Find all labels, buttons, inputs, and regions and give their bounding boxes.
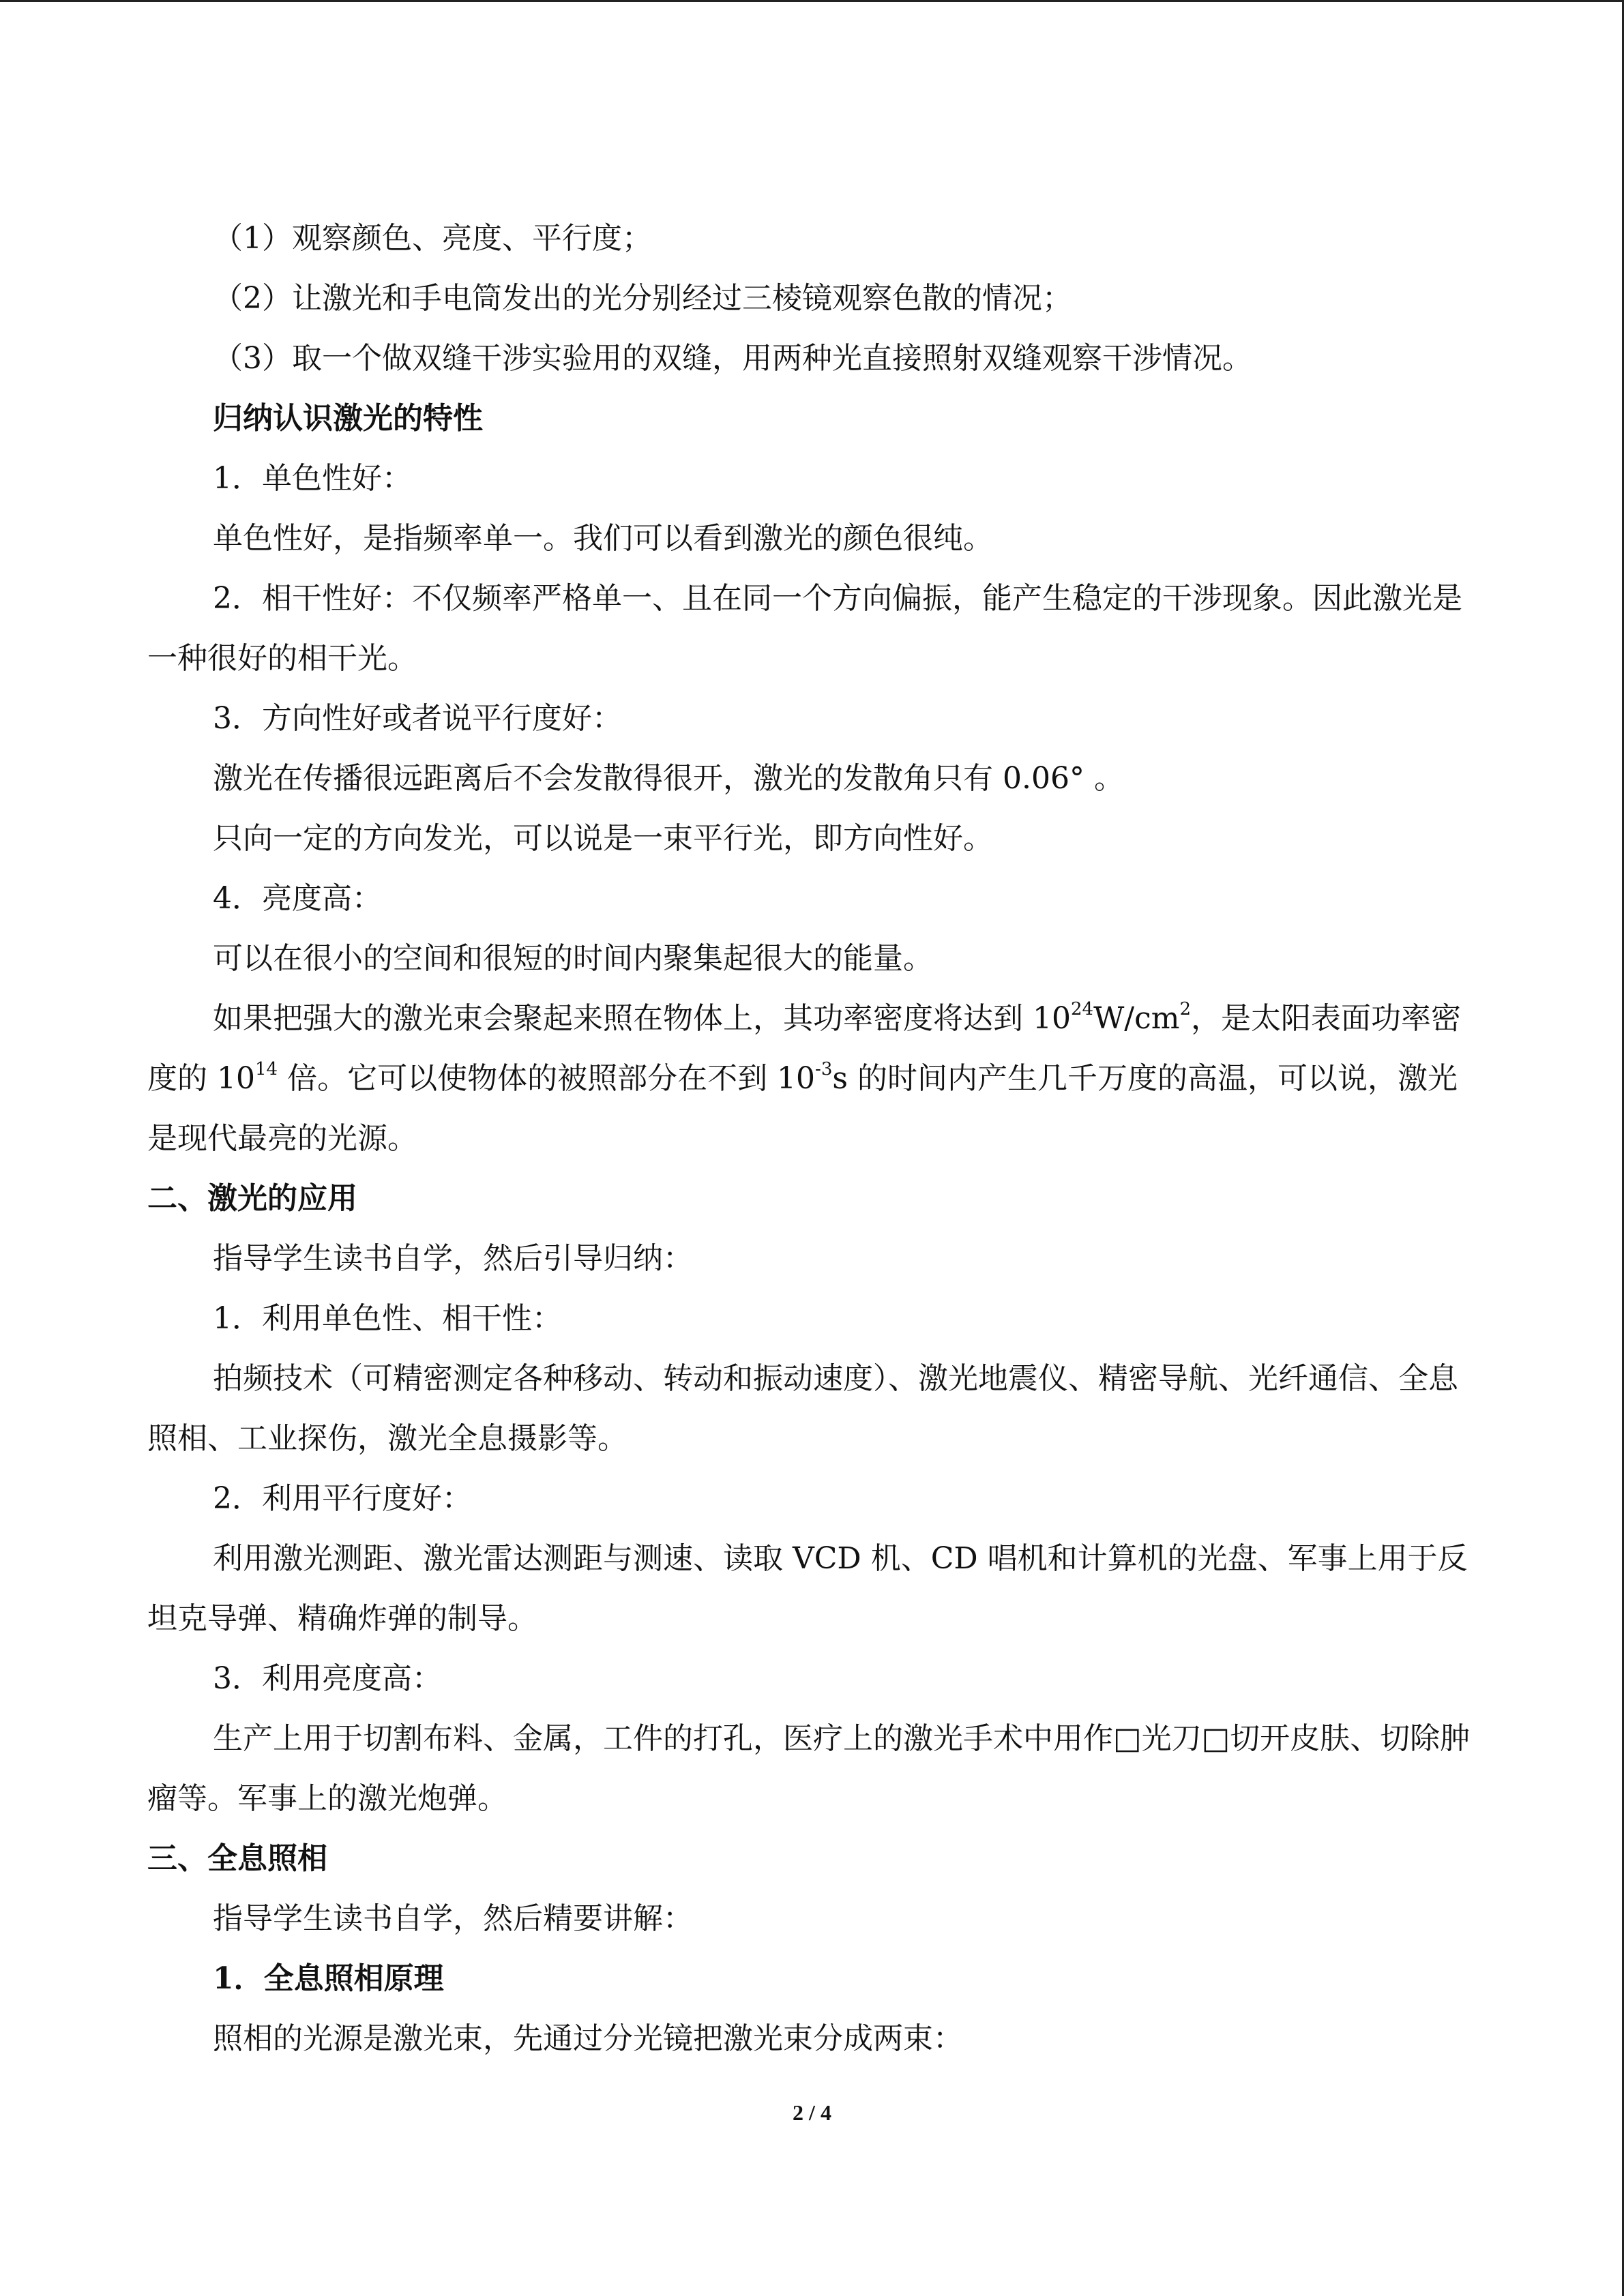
text-span: W/cm: [1093, 1001, 1180, 1036]
text-line: 2．利用平行度好：: [213, 1481, 472, 1516]
superscript: -3: [815, 1059, 833, 1080]
text-line: 照相的光源是激光束，先通过分光镜把激光束分成两束：: [213, 2021, 963, 2056]
text-line: 1．单色性好：: [213, 461, 412, 496]
superscript: 2: [1179, 999, 1192, 1020]
text-line: 指导学生读书自学，然后引导归纳：: [213, 1241, 693, 1276]
text-span: ，是太阳表面功率密度的 10: [147, 1001, 1462, 1096]
paragraph-brightness: [147, 989, 1477, 1169]
text-line: 1．利用单色性、相干性：: [213, 1301, 562, 1336]
text-line: 3．利用亮度高：: [213, 1661, 442, 1696]
section-heading: 二、激光的应用: [147, 1181, 357, 1216]
subsection-heading: 1．全息照相原理: [213, 1961, 444, 1996]
text-line: 3．方向性好或者说平行度好：: [213, 701, 622, 736]
section-heading: 三、全息照相: [147, 1841, 327, 1876]
paragraph: 利用激光测距、激光雷达测距与测速、读取 VCD 机、CD 唱机和计算机的光盘、军事上用于反坦克导弹、精确炸弹的制导。: [147, 1541, 1468, 1636]
text-line: （1）观察颜色、亮度、平行度；: [213, 221, 652, 256]
text-line: 指导学生读书自学，然后精要讲解：: [213, 1901, 693, 1936]
text-span: 倍。它可以使物体的被照部分在不到 10: [278, 1061, 816, 1096]
text-line: 单色性好，是指频率单一。我们可以看到激光的颜色很纯。: [213, 521, 993, 556]
text-line: （3）取一个做双缝干涉实验用的双缝，用两种光直接照射双缝观察干涉情况。: [213, 341, 1252, 376]
page-number: 2 / 4: [793, 2100, 831, 2125]
section-heading: 归纳认识激光的特性: [213, 401, 483, 436]
text-line: 激光在传播很远距离后不会发散得很开，激光的发散角只有 0.06° 。: [213, 761, 1124, 796]
text-line: （2）让激光和手电筒发出的光分别经过三棱镜观察色散的情况；: [213, 281, 1072, 316]
document-body: [147, 209, 1477, 2069]
text-line: 只向一定的方向发光，可以说是一束平行光，即方向性好。: [213, 821, 993, 856]
text-span: 如果把强大的激光束会聚起来照在物体上，其功率密度将达到 10: [213, 1001, 1071, 1036]
superscript: 14: [254, 1059, 278, 1080]
text-line: 可以在很小的空间和很短的时间内聚集起很大的能量。: [213, 941, 933, 976]
text-span: s 的时间内产生几千万度的高温，可以说，激光是现代最亮的光源。: [147, 1061, 1458, 1156]
paragraph: 生产上用于切割布料、金属，工件的打孔，医疗上的激光手术中用作□光刀□切开皮肤、切除肿瘤等。军事上的激光炮弹。: [147, 1721, 1471, 1816]
text-line: 4．亮度高：: [213, 881, 382, 916]
paragraph: 拍频技术（可精密测定各种移动、转动和振动速度）、激光地震仪、精密导航、光纤通信、全息照相、工业探伤，激光全息摄影等。: [147, 1361, 1458, 1456]
paragraph: 2．相干性好：不仅频率严格单一、且在同一个方向偏振，能产生稳定的干涉现象。因此激光是一种很好的相干光。: [147, 581, 1462, 676]
superscript: 24: [1070, 999, 1094, 1020]
